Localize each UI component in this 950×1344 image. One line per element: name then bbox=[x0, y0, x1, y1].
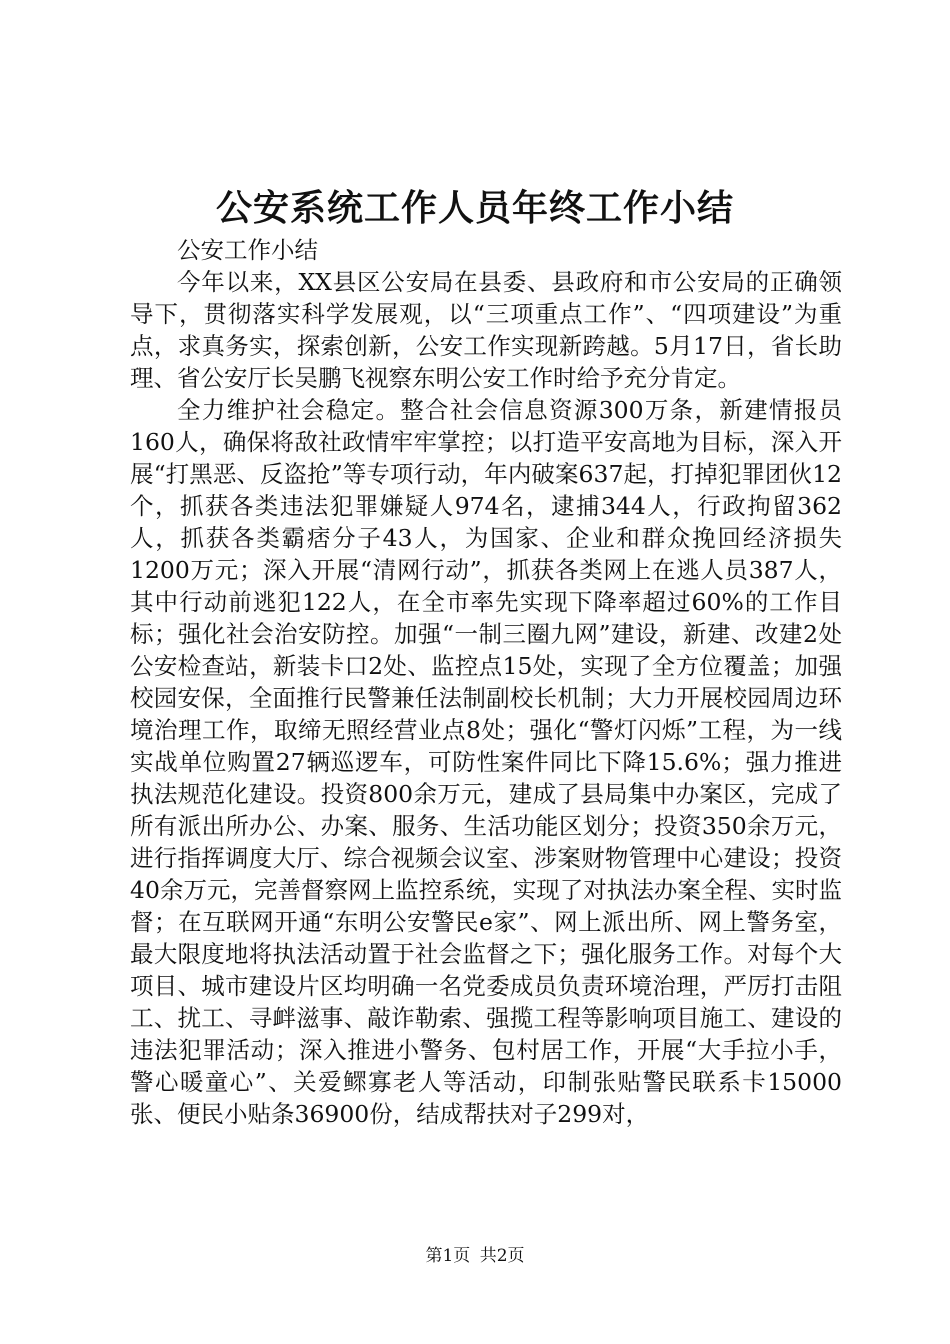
page-number: 第1页 bbox=[425, 1246, 471, 1266]
page-footer bbox=[0, 1244, 950, 1268]
section-subtitle: 公安工作小结 bbox=[177, 236, 318, 264]
stability-paragraph: 全力维护社会稳定。整合社会信息资源300万条，新建情报员160人，确保将敌社政情牢牢掌控；以打造平安高地为目标，深入开展“打黑恶、反盗抢”等专项行动，年内破案637起，打掉犯罪团伙12个，抓获各类违法犯罪嫌疑人974名，逮捕344人，行政拘留362人，抓获各类霸痞分子43人，为国家、企业和群众挽回经济损失1200万元；深入开展“清网行动”，抓获各类网上在逃人员387人，其中行动前逃犯122人，在全市率先实现下降率超过60%的工作目标；强化社会治安防控。加强“一制三圈九网”建设，新建、改建2处公安检查站，新装卡口2处、监控点15处，实现了全方位覆盖；加强校园安保，全面推行民警兼任法制副校长机制；大力开展校园周边环境治理工作，取缔无照经营业点8处；强化“警灯闪烁”工程，为一线实战单位购置27辆巡逻车，可防性案件同比下降15.6%；强力推进执法规范化建设。投资800余万元，建成了县局集中办案区，完成了所有派出所办公、办案、服务、生活功能区划分；投资350余万元，进行指挥调度大厅、综合视频会议室、涉案财物管理中心建设；投资40余万元，完善督察网上监控系统，实现了对执法办案全程、实时监督；在互联网开通“东明公安警民e家”、网上派出所、网上警务室，最大限度地将执法活动置于社会监督之下；强化服务工作。对每个大项目、城市建设片区均明确一名党委成员负责环境治理，严厉打击阻工、扰工、寻衅滋事、敲诈勒索、强揽工程等影响项目施工、建设的违法犯罪活动；深入推进小警务、包村居工作，开展“大手拉小手，警心暖童心”、关爱鳏寡老人等活动，印制张贴警民联系卡15000张、便民小贴条36900份，结成帮扶对子299对， bbox=[130, 396, 842, 1128]
intro-paragraph: 今年以来，XX县区公安局在县委、县政府和市公安局的正确领导下，贯彻落实科学发展观，以“三项重点工作”、“四项建设”为重点，求真务实，探索创新，公安工作实现新跨越。5月17日，省长助理、省公安厅长吴鹏飞视察东明公安工作时给予充分肯定。 bbox=[130, 268, 842, 392]
document-title: 公安系统工作人员年终工作小结 bbox=[215, 187, 734, 229]
page-total: 共2页 bbox=[479, 1246, 525, 1266]
document-body bbox=[130, 234, 842, 1130]
